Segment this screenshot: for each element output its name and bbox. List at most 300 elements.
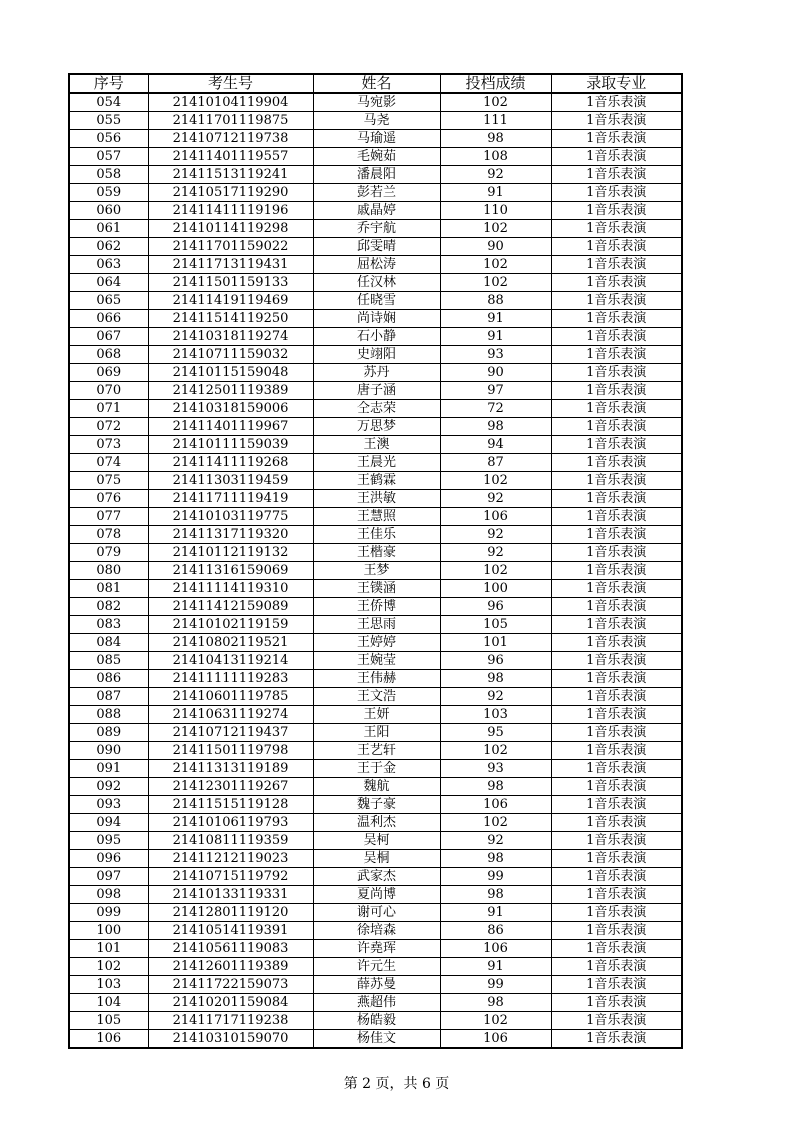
table-row: [69, 364, 682, 382]
cell-exam-id: 21410811119359: [148, 832, 313, 850]
table-row: [69, 508, 682, 526]
cell-exam-id: 21411513119241: [148, 166, 313, 184]
table-row: [69, 940, 682, 958]
table-row: [69, 976, 682, 994]
table-row: [69, 652, 682, 670]
cell-serial: 088: [69, 706, 148, 724]
cell-name: 魏子豪: [313, 796, 440, 814]
cell-exam-id: 21411419119469: [148, 292, 313, 310]
cell-serial: 082: [69, 598, 148, 616]
cell-major: 1音乐表演: [551, 832, 682, 850]
cell-exam-id: 21412801119120: [148, 904, 313, 922]
cell-major: 1音乐表演: [551, 796, 682, 814]
cell-score: 87: [440, 454, 551, 472]
cell-score: 90: [440, 364, 551, 382]
cell-score: 106: [440, 796, 551, 814]
cell-major: 1音乐表演: [551, 598, 682, 616]
cell-serial: 055: [69, 112, 148, 130]
cell-name: 薛苏曼: [313, 976, 440, 994]
cell-major: 1音乐表演: [551, 562, 682, 580]
table-row: [69, 382, 682, 400]
cell-name: 王晨光: [313, 454, 440, 472]
cell-name: 吴柯: [313, 832, 440, 850]
table-row: [69, 436, 682, 454]
cell-major: 1音乐表演: [551, 292, 682, 310]
cell-serial: 059: [69, 184, 148, 202]
cell-exam-id: 21411501159133: [148, 274, 313, 292]
table-row: [69, 796, 682, 814]
cell-name: 彭若兰: [313, 184, 440, 202]
cell-exam-id: 21410102119159: [148, 616, 313, 634]
cell-score: 98: [440, 130, 551, 148]
cell-name: 王文浩: [313, 688, 440, 706]
cell-name: 屈松涛: [313, 256, 440, 274]
cell-serial: 093: [69, 796, 148, 814]
cell-serial: 065: [69, 292, 148, 310]
table-row: [69, 832, 682, 850]
table-row: [69, 688, 682, 706]
cell-score: 108: [440, 148, 551, 166]
cell-name: 王澳: [313, 436, 440, 454]
table-header-row: [69, 74, 682, 93]
cell-exam-id: 21410514119391: [148, 922, 313, 940]
cell-name: 石小静: [313, 328, 440, 346]
cell-name: 吴桐: [313, 850, 440, 868]
table-row: [69, 1030, 682, 1049]
cell-name: 万思梦: [313, 418, 440, 436]
header-exam-id: 考生号: [148, 74, 313, 93]
cell-serial: 054: [69, 93, 148, 112]
cell-serial: 081: [69, 580, 148, 598]
cell-name: 许堯珲: [313, 940, 440, 958]
cell-serial: 101: [69, 940, 148, 958]
cell-score: 102: [440, 472, 551, 490]
cell-score: 102: [440, 1012, 551, 1030]
cell-exam-id: 21411501119798: [148, 742, 313, 760]
cell-score: 93: [440, 760, 551, 778]
cell-score: 91: [440, 958, 551, 976]
table-row: [69, 490, 682, 508]
cell-score: 111: [440, 112, 551, 130]
cell-score: 106: [440, 1030, 551, 1049]
cell-score: 102: [440, 814, 551, 832]
table-row: [69, 418, 682, 436]
cell-name: 杨皓毅: [313, 1012, 440, 1030]
cell-major: 1音乐表演: [551, 274, 682, 292]
cell-score: 86: [440, 922, 551, 940]
cell-serial: 105: [69, 1012, 148, 1030]
cell-score: 102: [440, 274, 551, 292]
cell-score: 92: [440, 166, 551, 184]
cell-major: 1音乐表演: [551, 490, 682, 508]
cell-score: 92: [440, 490, 551, 508]
table-row: [69, 760, 682, 778]
cell-name: 王镤涵: [313, 580, 440, 598]
cell-score: 91: [440, 904, 551, 922]
cell-score: 93: [440, 346, 551, 364]
cell-serial: 075: [69, 472, 148, 490]
cell-major: 1音乐表演: [551, 994, 682, 1012]
cell-exam-id: 21410318119274: [148, 328, 313, 346]
cell-name: 王思雨: [313, 616, 440, 634]
cell-serial: 063: [69, 256, 148, 274]
cell-score: 102: [440, 562, 551, 580]
cell-exam-id: 21410310159070: [148, 1030, 313, 1049]
cell-major: 1音乐表演: [551, 886, 682, 904]
cell-name: 燕超伟: [313, 994, 440, 1012]
header-name: 姓名: [313, 74, 440, 93]
cell-score: 105: [440, 616, 551, 634]
cell-exam-id: 21410711159032: [148, 346, 313, 364]
cell-score: 92: [440, 526, 551, 544]
cell-serial: 073: [69, 436, 148, 454]
table-row: [69, 346, 682, 364]
cell-exam-id: 21411212119023: [148, 850, 313, 868]
cell-major: 1音乐表演: [551, 652, 682, 670]
cell-exam-id: 21410112119132: [148, 544, 313, 562]
cell-major: 1音乐表演: [551, 922, 682, 940]
cell-serial: 061: [69, 220, 148, 238]
cell-score: 99: [440, 868, 551, 886]
table-row: [69, 706, 682, 724]
cell-name: 王梦: [313, 562, 440, 580]
cell-score: 98: [440, 778, 551, 796]
cell-name: 王鹤霖: [313, 472, 440, 490]
cell-exam-id: 21410631119274: [148, 706, 313, 724]
cell-name: 王佳乐: [313, 526, 440, 544]
table-row: [69, 328, 682, 346]
cell-exam-id: 21411701159022: [148, 238, 313, 256]
cell-name: 毛婉茹: [313, 148, 440, 166]
cell-name: 王妍: [313, 706, 440, 724]
cell-exam-id: 21410712119437: [148, 724, 313, 742]
cell-major: 1音乐表演: [551, 256, 682, 274]
page-footer: 第 2 页，共 6 页: [343, 1076, 450, 1092]
cell-serial: 058: [69, 166, 148, 184]
cell-score: 110: [440, 202, 551, 220]
table-row: [69, 958, 682, 976]
cell-major: 1音乐表演: [551, 634, 682, 652]
cell-name: 武家杰: [313, 868, 440, 886]
cell-exam-id: 21410111159039: [148, 436, 313, 454]
cell-major: 1音乐表演: [551, 904, 682, 922]
cell-score: 101: [440, 634, 551, 652]
cell-major: 1音乐表演: [551, 724, 682, 742]
cell-major: 1音乐表演: [551, 346, 682, 364]
cell-exam-id: 21412601119389: [148, 958, 313, 976]
table-row: [69, 166, 682, 184]
cell-major: 1音乐表演: [551, 93, 682, 112]
cell-exam-id: 21410561119083: [148, 940, 313, 958]
cell-exam-id: 21410712119738: [148, 130, 313, 148]
cell-major: 1音乐表演: [551, 814, 682, 832]
cell-score: 91: [440, 328, 551, 346]
cell-name: 王慧照: [313, 508, 440, 526]
cell-score: 102: [440, 256, 551, 274]
cell-major: 1音乐表演: [551, 670, 682, 688]
cell-name: 徐培森: [313, 922, 440, 940]
cell-name: 魏航: [313, 778, 440, 796]
cell-name: 王洪敏: [313, 490, 440, 508]
cell-major: 1音乐表演: [551, 706, 682, 724]
table-row: [69, 850, 682, 868]
cell-exam-id: 21411713119431: [148, 256, 313, 274]
cell-score: 72: [440, 400, 551, 418]
cell-serial: 080: [69, 562, 148, 580]
cell-serial: 060: [69, 202, 148, 220]
table-row: [69, 634, 682, 652]
cell-serial: 079: [69, 544, 148, 562]
cell-score: 92: [440, 544, 551, 562]
cell-name: 任晓雪: [313, 292, 440, 310]
table-row: [69, 454, 682, 472]
cell-name: 王楷豪: [313, 544, 440, 562]
cell-score: 102: [440, 93, 551, 112]
table-row: [69, 598, 682, 616]
cell-name: 邱雯晴: [313, 238, 440, 256]
cell-serial: 102: [69, 958, 148, 976]
cell-major: 1音乐表演: [551, 148, 682, 166]
cell-serial: 086: [69, 670, 148, 688]
cell-major: 1音乐表演: [551, 742, 682, 760]
cell-exam-id: 21412501119389: [148, 382, 313, 400]
table-row: [69, 274, 682, 292]
cell-serial: 070: [69, 382, 148, 400]
cell-exam-id: 21411313119189: [148, 760, 313, 778]
cell-name: 潘晨阳: [313, 166, 440, 184]
cell-serial: 091: [69, 760, 148, 778]
cell-score: 94: [440, 436, 551, 454]
cell-exam-id: 21411411119268: [148, 454, 313, 472]
table-row: [69, 544, 682, 562]
cell-exam-id: 21411514119250: [148, 310, 313, 328]
cell-serial: 094: [69, 814, 148, 832]
cell-name: 尚诗娴: [313, 310, 440, 328]
cell-exam-id: 21411303119459: [148, 472, 313, 490]
cell-major: 1音乐表演: [551, 760, 682, 778]
cell-name: 戚晶婷: [313, 202, 440, 220]
table-row: [69, 202, 682, 220]
cell-exam-id: 21411711119419: [148, 490, 313, 508]
cell-major: 1音乐表演: [551, 436, 682, 454]
cell-major: 1音乐表演: [551, 940, 682, 958]
cell-name: 马瑜遥: [313, 130, 440, 148]
table-row: [69, 400, 682, 418]
cell-serial: 095: [69, 832, 148, 850]
cell-major: 1音乐表演: [551, 328, 682, 346]
cell-serial: 090: [69, 742, 148, 760]
table-row: [69, 724, 682, 742]
cell-exam-id: 21410106119793: [148, 814, 313, 832]
cell-major: 1音乐表演: [551, 130, 682, 148]
table-row: [69, 93, 682, 112]
cell-score: 102: [440, 220, 551, 238]
cell-name: 马尧: [313, 112, 440, 130]
table-row: [69, 148, 682, 166]
cell-score: 98: [440, 418, 551, 436]
cell-major: 1音乐表演: [551, 508, 682, 526]
table-row: [69, 994, 682, 1012]
cell-serial: 062: [69, 238, 148, 256]
cell-serial: 064: [69, 274, 148, 292]
table-row: [69, 922, 682, 940]
cell-exam-id: 21411316159069: [148, 562, 313, 580]
cell-score: 98: [440, 670, 551, 688]
cell-name: 马宛影: [313, 93, 440, 112]
cell-major: 1音乐表演: [551, 400, 682, 418]
cell-exam-id: 21411717119238: [148, 1012, 313, 1030]
table-row: [69, 292, 682, 310]
cell-serial: 078: [69, 526, 148, 544]
cell-exam-id: 21410133119331: [148, 886, 313, 904]
cell-score: 92: [440, 832, 551, 850]
cell-serial: 077: [69, 508, 148, 526]
cell-exam-id: 21411411119196: [148, 202, 313, 220]
cell-major: 1音乐表演: [551, 382, 682, 400]
table-row: [69, 778, 682, 796]
cell-score: 103: [440, 706, 551, 724]
table-row: [69, 868, 682, 886]
cell-exam-id: 21411515119128: [148, 796, 313, 814]
cell-major: 1音乐表演: [551, 454, 682, 472]
cell-serial: 071: [69, 400, 148, 418]
cell-score: 100: [440, 580, 551, 598]
cell-serial: 104: [69, 994, 148, 1012]
cell-serial: 084: [69, 634, 148, 652]
cell-exam-id: 21410601119785: [148, 688, 313, 706]
cell-exam-id: 21411401119557: [148, 148, 313, 166]
cell-major: 1音乐表演: [551, 778, 682, 796]
cell-major: 1音乐表演: [551, 868, 682, 886]
cell-name: 谢可心: [313, 904, 440, 922]
cell-serial: 097: [69, 868, 148, 886]
cell-name: 王伟赫: [313, 670, 440, 688]
cell-serial: 069: [69, 364, 148, 382]
cell-major: 1音乐表演: [551, 220, 682, 238]
cell-score: 106: [440, 508, 551, 526]
cell-exam-id: 21410115159048: [148, 364, 313, 382]
cell-serial: 092: [69, 778, 148, 796]
cell-exam-id: 21411701119875: [148, 112, 313, 130]
cell-name: 温利杰: [313, 814, 440, 832]
cell-serial: 098: [69, 886, 148, 904]
table-row: [69, 616, 682, 634]
table-row: [69, 310, 682, 328]
table-row: [69, 184, 682, 202]
table-row: [69, 112, 682, 130]
cell-name: 王婷婷: [313, 634, 440, 652]
cell-name: 王艺轩: [313, 742, 440, 760]
cell-name: 乔宇航: [313, 220, 440, 238]
table-row: [69, 562, 682, 580]
cell-name: 王婉莹: [313, 652, 440, 670]
table-row: [69, 472, 682, 490]
cell-exam-id: 21411114119310: [148, 580, 313, 598]
cell-name: 杨佳文: [313, 1030, 440, 1049]
table-row: [69, 220, 682, 238]
table-row: [69, 670, 682, 688]
cell-serial: 099: [69, 904, 148, 922]
cell-exam-id: 21411401119967: [148, 418, 313, 436]
cell-name: 王阳: [313, 724, 440, 742]
cell-score: 90: [440, 238, 551, 256]
cell-major: 1音乐表演: [551, 238, 682, 256]
cell-major: 1音乐表演: [551, 472, 682, 490]
cell-major: 1音乐表演: [551, 364, 682, 382]
cell-major: 1音乐表演: [551, 1012, 682, 1030]
cell-exam-id: 21410114119298: [148, 220, 313, 238]
cell-score: 106: [440, 940, 551, 958]
cell-score: 98: [440, 994, 551, 1012]
cell-name: 任汉林: [313, 274, 440, 292]
cell-score: 91: [440, 310, 551, 328]
cell-name: 唐子涵: [313, 382, 440, 400]
cell-major: 1音乐表演: [551, 544, 682, 562]
table-row: [69, 904, 682, 922]
cell-major: 1音乐表演: [551, 958, 682, 976]
cell-serial: 067: [69, 328, 148, 346]
table-row: [69, 1012, 682, 1030]
cell-major: 1音乐表演: [551, 850, 682, 868]
cell-name: 仝志荣: [313, 400, 440, 418]
cell-exam-id: 21410201159084: [148, 994, 313, 1012]
cell-exam-id: 21411111119283: [148, 670, 313, 688]
header-serial: 序号: [69, 74, 148, 93]
cell-serial: 100: [69, 922, 148, 940]
table-row: [69, 526, 682, 544]
table-row: [69, 256, 682, 274]
cell-score: 96: [440, 652, 551, 670]
cell-serial: 057: [69, 148, 148, 166]
header-major: 录取专业: [551, 74, 682, 93]
cell-major: 1音乐表演: [551, 616, 682, 634]
table-body: [69, 93, 682, 1048]
cell-major: 1音乐表演: [551, 526, 682, 544]
cell-score: 91: [440, 184, 551, 202]
table-row: [69, 130, 682, 148]
cell-major: 1音乐表演: [551, 310, 682, 328]
table-row: [69, 886, 682, 904]
table-row: [69, 814, 682, 832]
cell-exam-id: 21412301119267: [148, 778, 313, 796]
cell-serial: 068: [69, 346, 148, 364]
cell-exam-id: 21410104119904: [148, 93, 313, 112]
cell-exam-id: 21410715119792: [148, 868, 313, 886]
admission-table: [68, 73, 683, 1049]
cell-serial: 089: [69, 724, 148, 742]
cell-score: 92: [440, 688, 551, 706]
cell-major: 1音乐表演: [551, 112, 682, 130]
cell-score: 98: [440, 886, 551, 904]
cell-serial: 056: [69, 130, 148, 148]
cell-exam-id: 21411317119320: [148, 526, 313, 544]
cell-serial: 083: [69, 616, 148, 634]
cell-score: 95: [440, 724, 551, 742]
cell-score: 102: [440, 742, 551, 760]
cell-major: 1音乐表演: [551, 418, 682, 436]
cell-serial: 085: [69, 652, 148, 670]
cell-serial: 076: [69, 490, 148, 508]
cell-score: 96: [440, 598, 551, 616]
cell-exam-id: 21410103119775: [148, 508, 313, 526]
cell-exam-id: 21411412159089: [148, 598, 313, 616]
cell-score: 88: [440, 292, 551, 310]
cell-serial: 074: [69, 454, 148, 472]
cell-major: 1音乐表演: [551, 1030, 682, 1049]
cell-major: 1音乐表演: [551, 166, 682, 184]
cell-exam-id: 21410517119290: [148, 184, 313, 202]
cell-serial: 072: [69, 418, 148, 436]
